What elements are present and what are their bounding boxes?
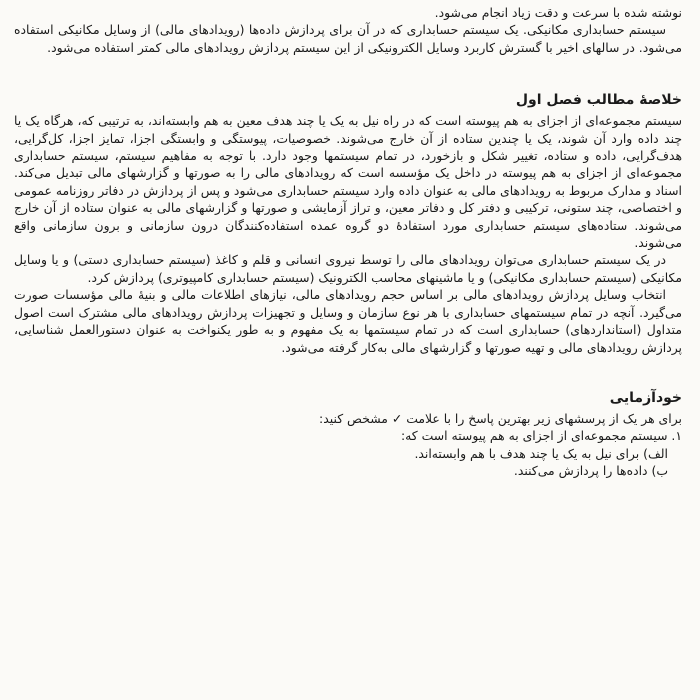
chapter-summary-heading: خلاصهٔ مطالب فصل اول <box>515 92 682 109</box>
instruction-text-start: برای هر یک از پرسشهای زیر بهترین پاسخ را با علامت <box>406 410 682 426</box>
mechanical-accounting-paragraph: سیستم حسابداری مکانیکی. یک سیستم حسابداری که در آن برای پردازش داده‌ها (رویدادهای مالی) از وسایل مکانیکی استفاده می‌شود. در سالهای اخیر با گسترش کاربرد وسایل الکترونیکی از این سیستم پردازش رویدادهای مالی کمتر استفاده می‌شود. <box>14 22 682 55</box>
intro-line: نوشته شده با سرعت و دقت زیاد انجام می‌شود. <box>434 5 682 20</box>
question-1-option-b: ب) داده‌ها را پردازش می‌کنند. <box>513 463 668 479</box>
checkmark-icon: ✓ <box>391 410 403 426</box>
summary-paragraph-1: سیستم مجموعه‌ای از اجزای به هم پیوسته است که در راه نیل به یک یا چند هدف معین به هم وابسته‌اند، به ترتیبی که، هرگاه یک یا چند داده وارد آن شوند، یک یا چندین ستاده از آن خارج می‌شوند. خصوصیات، پیوستگی و وابستگی اجزا، تمایز اجزا، کل‌گرایی، هدف‌گرایی، داده و ستاده، تغییر شکل و بازخورد، در تمام سیستمها وجود دارد. با توجه به مفاهیم سیستم، سیستم حسابداری مجموعه‌ای از اجزای به هم پیوسته در داخل یک مؤسسه است که رویدادهای مالی را به صورتها و گزارشهای مالی تبدیل می‌کند. اسناد و مدارک مربوط به رویدادهای مالی به عنوان داده وارد سیستم حسابداری می‌شود و پس از پردازش در دفاتر روزنامه عمومی و اختصاصی، چند ستونی، ترکیبی و دفتر کل و دفاتر معین، و تراز آزمایشی و صورتها و گزارشهای مالی به عنوان ستاده از آن خارج می‌شوند. ستاده‌های سیستم حسابداری مورد استفادهٔ دو گروه عمده استفاده‌کنندگان درون سازمانی و برون سازمانی واقع می‌شوند. <box>14 113 682 251</box>
question-1-option-a: الف) برای نیل به یک یا چند هدف با هم وابسته‌اند. <box>414 445 668 461</box>
self-test-heading: خودآزمایی <box>609 389 682 406</box>
summary-paragraph-2: در یک سیستم حسابداری می‌توان رویدادهای مالی را توسط نیروی انسانی و قلم و کاغذ (سیستم حسابداری دستی) و یا وسایل مکانیکی (سیستم حسابداری مکانیکی) و یا ماشینهای محاسب الکترونیک (سیستم حسابداری کامپیوتری) پردازش کرد. <box>14 252 682 285</box>
self-test-section <box>14 410 682 480</box>
self-test-instruction <box>14 410 682 427</box>
question-1: ۱. سیستم مجموعه‌ای از اجزای به هم پیوسته است که: <box>400 428 682 444</box>
instruction-text-end: مشخص کنید: <box>319 410 388 426</box>
summary-paragraph-3: انتخاب وسایل پردازش رویدادهای مالی بر اساس حجم رویدادهای مالی، نیازهای اطلاعات مالی و بنیهٔ مالی مؤسسات صورت می‌گیرد. آنچه در تمام سیستمهای حسابداری با هر نوع سازمان و وسایل و تجهیزات پردازش رویدادهای مالی مشترک است اصول متداول (استانداردهای) حسابداری است که در تمام سیستمها به یک مفهوم و به طور یکنواخت به عنوان دستورالعمل شناسایی، پردازش رویدادهای مالی و تهیه صورتها و گزارشهای مالی به‌کار گرفته می‌شود. <box>14 287 682 355</box>
